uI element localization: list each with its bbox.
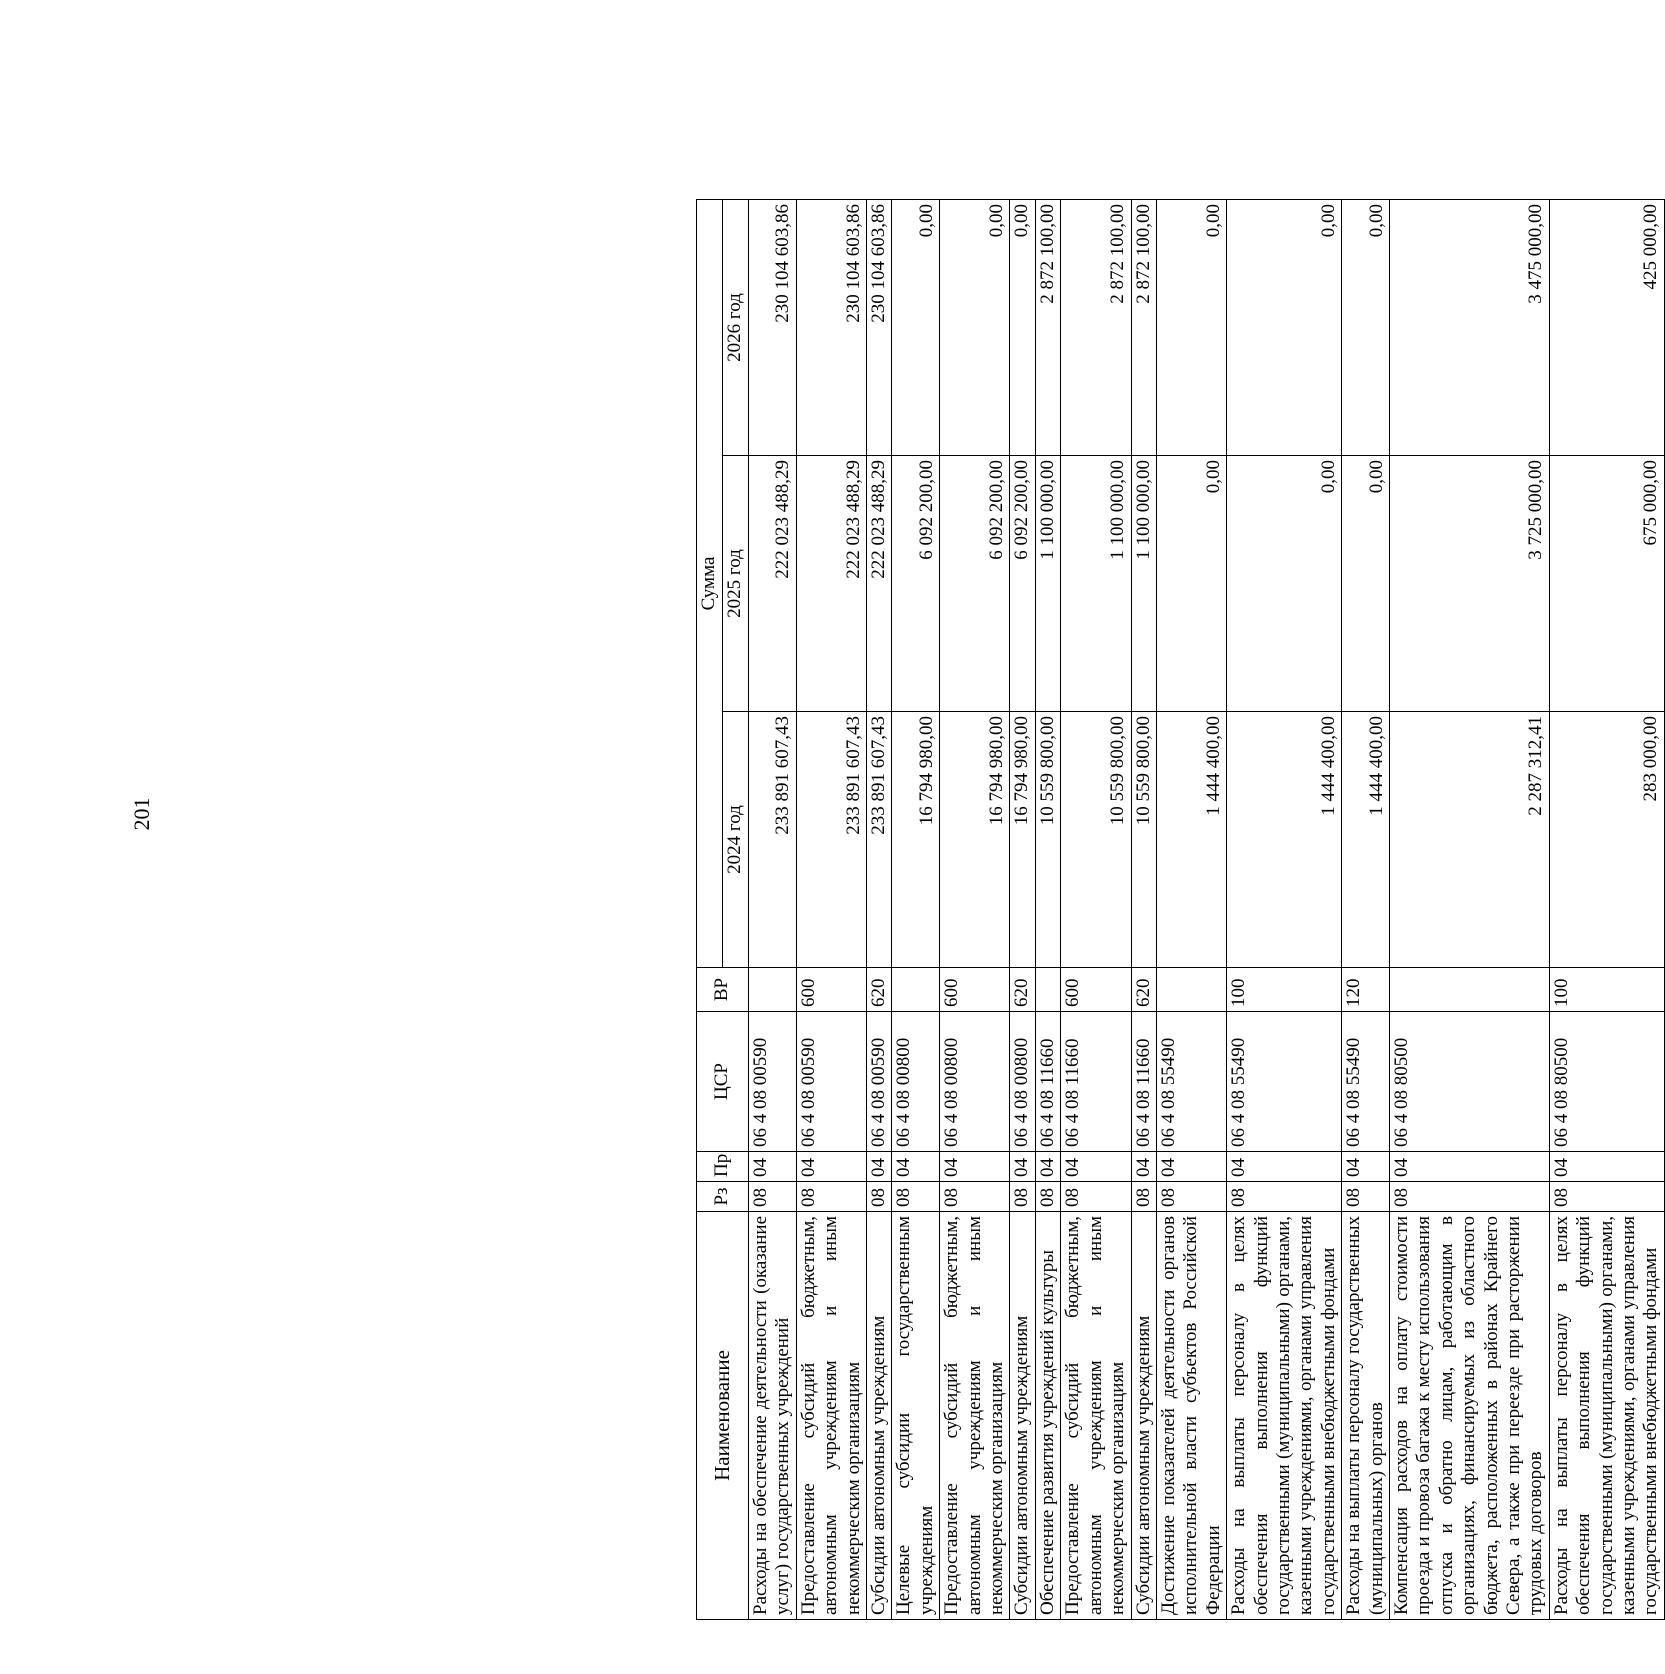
cell-name: Достижение показателей деятельности органов исполнительной власти субъектов Российской Федерации — [1156, 1212, 1226, 1620]
page-number: 201 — [129, 797, 154, 831]
cell-rz: 08 — [892, 1182, 940, 1212]
cell-csr: 06 4 08 80500 — [1549, 1012, 1664, 1152]
cell-pr: 04 — [1035, 1152, 1060, 1182]
cell-vr: 600 — [1061, 968, 1131, 1012]
budget-table — [696, 199, 1665, 1620]
cell-2026: 0,00 — [1010, 200, 1035, 456]
table-row — [867, 200, 892, 1620]
table-row — [1035, 200, 1060, 1620]
cell-vr — [1035, 968, 1060, 1012]
cell-2026: 2 872 100,00 — [1131, 200, 1156, 456]
cell-rz: 08 — [940, 1182, 1010, 1212]
cell-rz: 08 — [867, 1182, 892, 1212]
cell-pr: 04 — [749, 1152, 797, 1182]
cell-2026: 2 872 100,00 — [1061, 200, 1131, 456]
cell-2024: 2 287 312,41 — [1389, 712, 1549, 968]
cell-2025: 1 100 000,00 — [1035, 456, 1060, 712]
cell-name: Обеспечение развития учреждений культуры — [1035, 1212, 1060, 1620]
header-year-2025: 2025 год — [723, 456, 749, 712]
cell-2024: 233 891 607,43 — [749, 712, 797, 968]
cell-pr: 04 — [1342, 1152, 1390, 1182]
cell-2024: 16 794 980,00 — [892, 712, 940, 968]
cell-name: Субсидии автономным учреждениям — [1010, 1212, 1035, 1620]
cell-pr: 04 — [1389, 1152, 1549, 1182]
cell-2025: 675 000,00 — [1549, 456, 1664, 712]
cell-vr — [1389, 968, 1549, 1012]
cell-pr: 04 — [940, 1152, 1010, 1182]
cell-2026: 2 872 100,00 — [1035, 200, 1060, 456]
table-header — [697, 200, 749, 1620]
cell-csr: 06 4 08 00800 — [1010, 1012, 1035, 1152]
table-row — [1156, 200, 1226, 1620]
cell-name: Предоставление субсидий бюджетным, автономным учреждениям и иным некоммерческим организациям — [940, 1212, 1010, 1620]
cell-rz: 08 — [1156, 1182, 1226, 1212]
cell-name: Расходы на выплаты персоналу государственных (муниципальных) органов — [1342, 1212, 1390, 1620]
header-year-2024: 2024 год — [723, 712, 749, 968]
cell-vr — [892, 968, 940, 1012]
cell-2025: 1 100 000,00 — [1131, 456, 1156, 712]
table-row — [749, 200, 797, 1620]
cell-vr: 620 — [1010, 968, 1035, 1012]
cell-name: Целевые субсидии государственным учреждениям — [892, 1212, 940, 1620]
cell-name: Расходы на обеспечение деятельности (оказание услуг) государственных учреждений — [749, 1212, 797, 1620]
cell-2025: 222 023 488,29 — [749, 456, 797, 712]
cell-2024: 233 891 607,43 — [796, 712, 866, 968]
cell-pr: 04 — [1227, 1152, 1342, 1182]
cell-rz: 08 — [749, 1182, 797, 1212]
table-row — [1131, 200, 1156, 1620]
header-rz: Рз — [697, 1182, 749, 1212]
cell-vr: 620 — [867, 968, 892, 1012]
cell-2024: 10 559 800,00 — [1035, 712, 1060, 968]
cell-rz: 08 — [1342, 1182, 1390, 1212]
cell-2025: 0,00 — [1227, 456, 1342, 712]
rotated-page-content — [696, 200, 1662, 1620]
cell-2024: 1 444 400,00 — [1227, 712, 1342, 968]
cell-pr: 04 — [1131, 1152, 1156, 1182]
cell-2025: 222 023 488,29 — [867, 456, 892, 712]
cell-csr: 06 4 08 11660 — [1061, 1012, 1131, 1152]
cell-rz: 08 — [1010, 1182, 1035, 1212]
cell-name: Компенсация расходов на оплату стоимости проезда и провоза багажа к месту использования отпуска и обратно лицам, работающим в организациях, финансируемых из областного бюджета, расположенных в районах Крайнего Севера, а также при переезде при расторжении трудовых договоров — [1389, 1212, 1549, 1620]
cell-2026: 230 104 603,86 — [749, 200, 797, 456]
cell-2026: 0,00 — [1342, 200, 1390, 456]
cell-2024: 10 559 800,00 — [1061, 712, 1131, 968]
cell-rz: 08 — [1227, 1182, 1342, 1212]
cell-csr: 06 4 08 11660 — [1131, 1012, 1156, 1152]
cell-2024: 283 000,00 — [1549, 712, 1664, 968]
cell-2024: 16 794 980,00 — [940, 712, 1010, 968]
table-body — [749, 200, 1665, 1620]
cell-2026: 0,00 — [1156, 200, 1226, 456]
cell-csr: 06 4 08 00800 — [940, 1012, 1010, 1152]
cell-2026: 425 000,00 — [1549, 200, 1664, 456]
cell-csr: 06 4 08 55490 — [1342, 1012, 1390, 1152]
cell-vr — [1156, 968, 1226, 1012]
cell-2025: 222 023 488,29 — [796, 456, 866, 712]
cell-csr: 06 4 08 80500 — [1389, 1012, 1549, 1152]
cell-2025: 6 092 200,00 — [1010, 456, 1035, 712]
header-vr: ВР — [697, 968, 749, 1012]
cell-rz: 08 — [1131, 1182, 1156, 1212]
cell-2025: 6 092 200,00 — [892, 456, 940, 712]
cell-vr: 120 — [1342, 968, 1390, 1012]
header-pr: Пр — [697, 1152, 749, 1182]
cell-csr: 06 4 08 00800 — [892, 1012, 940, 1152]
cell-vr: 100 — [1549, 968, 1664, 1012]
table-row — [892, 200, 940, 1620]
table-row — [1227, 200, 1342, 1620]
table-row — [1549, 200, 1664, 1620]
cell-vr: 100 — [1227, 968, 1342, 1012]
cell-rz: 08 — [796, 1182, 866, 1212]
cell-rz: 08 — [1549, 1182, 1664, 1212]
cell-name: Предоставление субсидий бюджетным, автономным учреждениям и иным некоммерческим организациям — [1061, 1212, 1131, 1620]
cell-pr: 04 — [796, 1152, 866, 1182]
cell-name: Расходы на выплаты персоналу в целях обеспечения выполнения функций государственными (муниципальными) органами, казенными учреждениями, органами управления государственными внебюджетными фондами — [1549, 1212, 1664, 1620]
cell-2025: 1 100 000,00 — [1061, 456, 1131, 712]
header-name: Наименование — [697, 1212, 749, 1620]
cell-rz: 08 — [1061, 1182, 1131, 1212]
cell-vr — [749, 968, 797, 1012]
cell-2026: 230 104 603,86 — [796, 200, 866, 456]
cell-rz: 08 — [1389, 1182, 1549, 1212]
cell-2026: 0,00 — [892, 200, 940, 456]
cell-pr: 04 — [1549, 1152, 1664, 1182]
cell-name: Предоставление субсидий бюджетным, автономным учреждениям и иным некоммерческим организациям — [796, 1212, 866, 1620]
table-row — [1389, 200, 1549, 1620]
cell-2024: 16 794 980,00 — [1010, 712, 1035, 968]
table-row — [1342, 200, 1390, 1620]
cell-2026: 0,00 — [1227, 200, 1342, 456]
cell-pr: 04 — [1156, 1152, 1226, 1182]
cell-csr: 06 4 08 00590 — [867, 1012, 892, 1152]
cell-name: Расходы на выплаты персоналу в целях обеспечения выполнения функций государственными (муниципальными) органами, казенными учреждениями, органами управления государственными внебюджетными фондами — [1227, 1212, 1342, 1620]
cell-csr: 06 4 08 11660 — [1035, 1012, 1060, 1152]
cell-2025: 3 725 000,00 — [1389, 456, 1549, 712]
cell-2024: 1 444 400,00 — [1156, 712, 1226, 968]
cell-2024: 1 444 400,00 — [1342, 712, 1390, 968]
cell-vr: 600 — [796, 968, 866, 1012]
cell-csr: 06 4 08 00590 — [749, 1012, 797, 1152]
cell-name: Субсидии автономным учреждениям — [867, 1212, 892, 1620]
cell-vr: 600 — [940, 968, 1010, 1012]
cell-pr: 04 — [1061, 1152, 1131, 1182]
table-row — [1010, 200, 1035, 1620]
cell-pr: 04 — [1010, 1152, 1035, 1182]
table-row — [1061, 200, 1131, 1620]
cell-2025: 6 092 200,00 — [940, 456, 1010, 712]
cell-2024: 233 891 607,43 — [867, 712, 892, 968]
cell-2024: 10 559 800,00 — [1131, 712, 1156, 968]
cell-vr: 620 — [1131, 968, 1156, 1012]
cell-csr: 06 4 08 55490 — [1156, 1012, 1226, 1152]
cell-2025: 0,00 — [1342, 456, 1390, 712]
cell-name: Субсидии автономным учреждениям — [1131, 1212, 1156, 1620]
cell-2026: 0,00 — [940, 200, 1010, 456]
header-csr: ЦСР — [697, 1012, 749, 1152]
table-row — [940, 200, 1010, 1620]
header-sum: Сумма — [697, 200, 723, 968]
cell-2026: 230 104 603,86 — [867, 200, 892, 456]
cell-pr: 04 — [867, 1152, 892, 1182]
cell-csr: 06 4 08 55490 — [1227, 1012, 1342, 1152]
cell-rz: 08 — [1035, 1182, 1060, 1212]
cell-pr: 04 — [892, 1152, 940, 1182]
header-year-2026: 2026 год — [723, 200, 749, 456]
table-row — [796, 200, 866, 1620]
cell-2026: 3 475 000,00 — [1389, 200, 1549, 456]
cell-csr: 06 4 08 00590 — [796, 1012, 866, 1152]
cell-2025: 0,00 — [1156, 456, 1226, 712]
